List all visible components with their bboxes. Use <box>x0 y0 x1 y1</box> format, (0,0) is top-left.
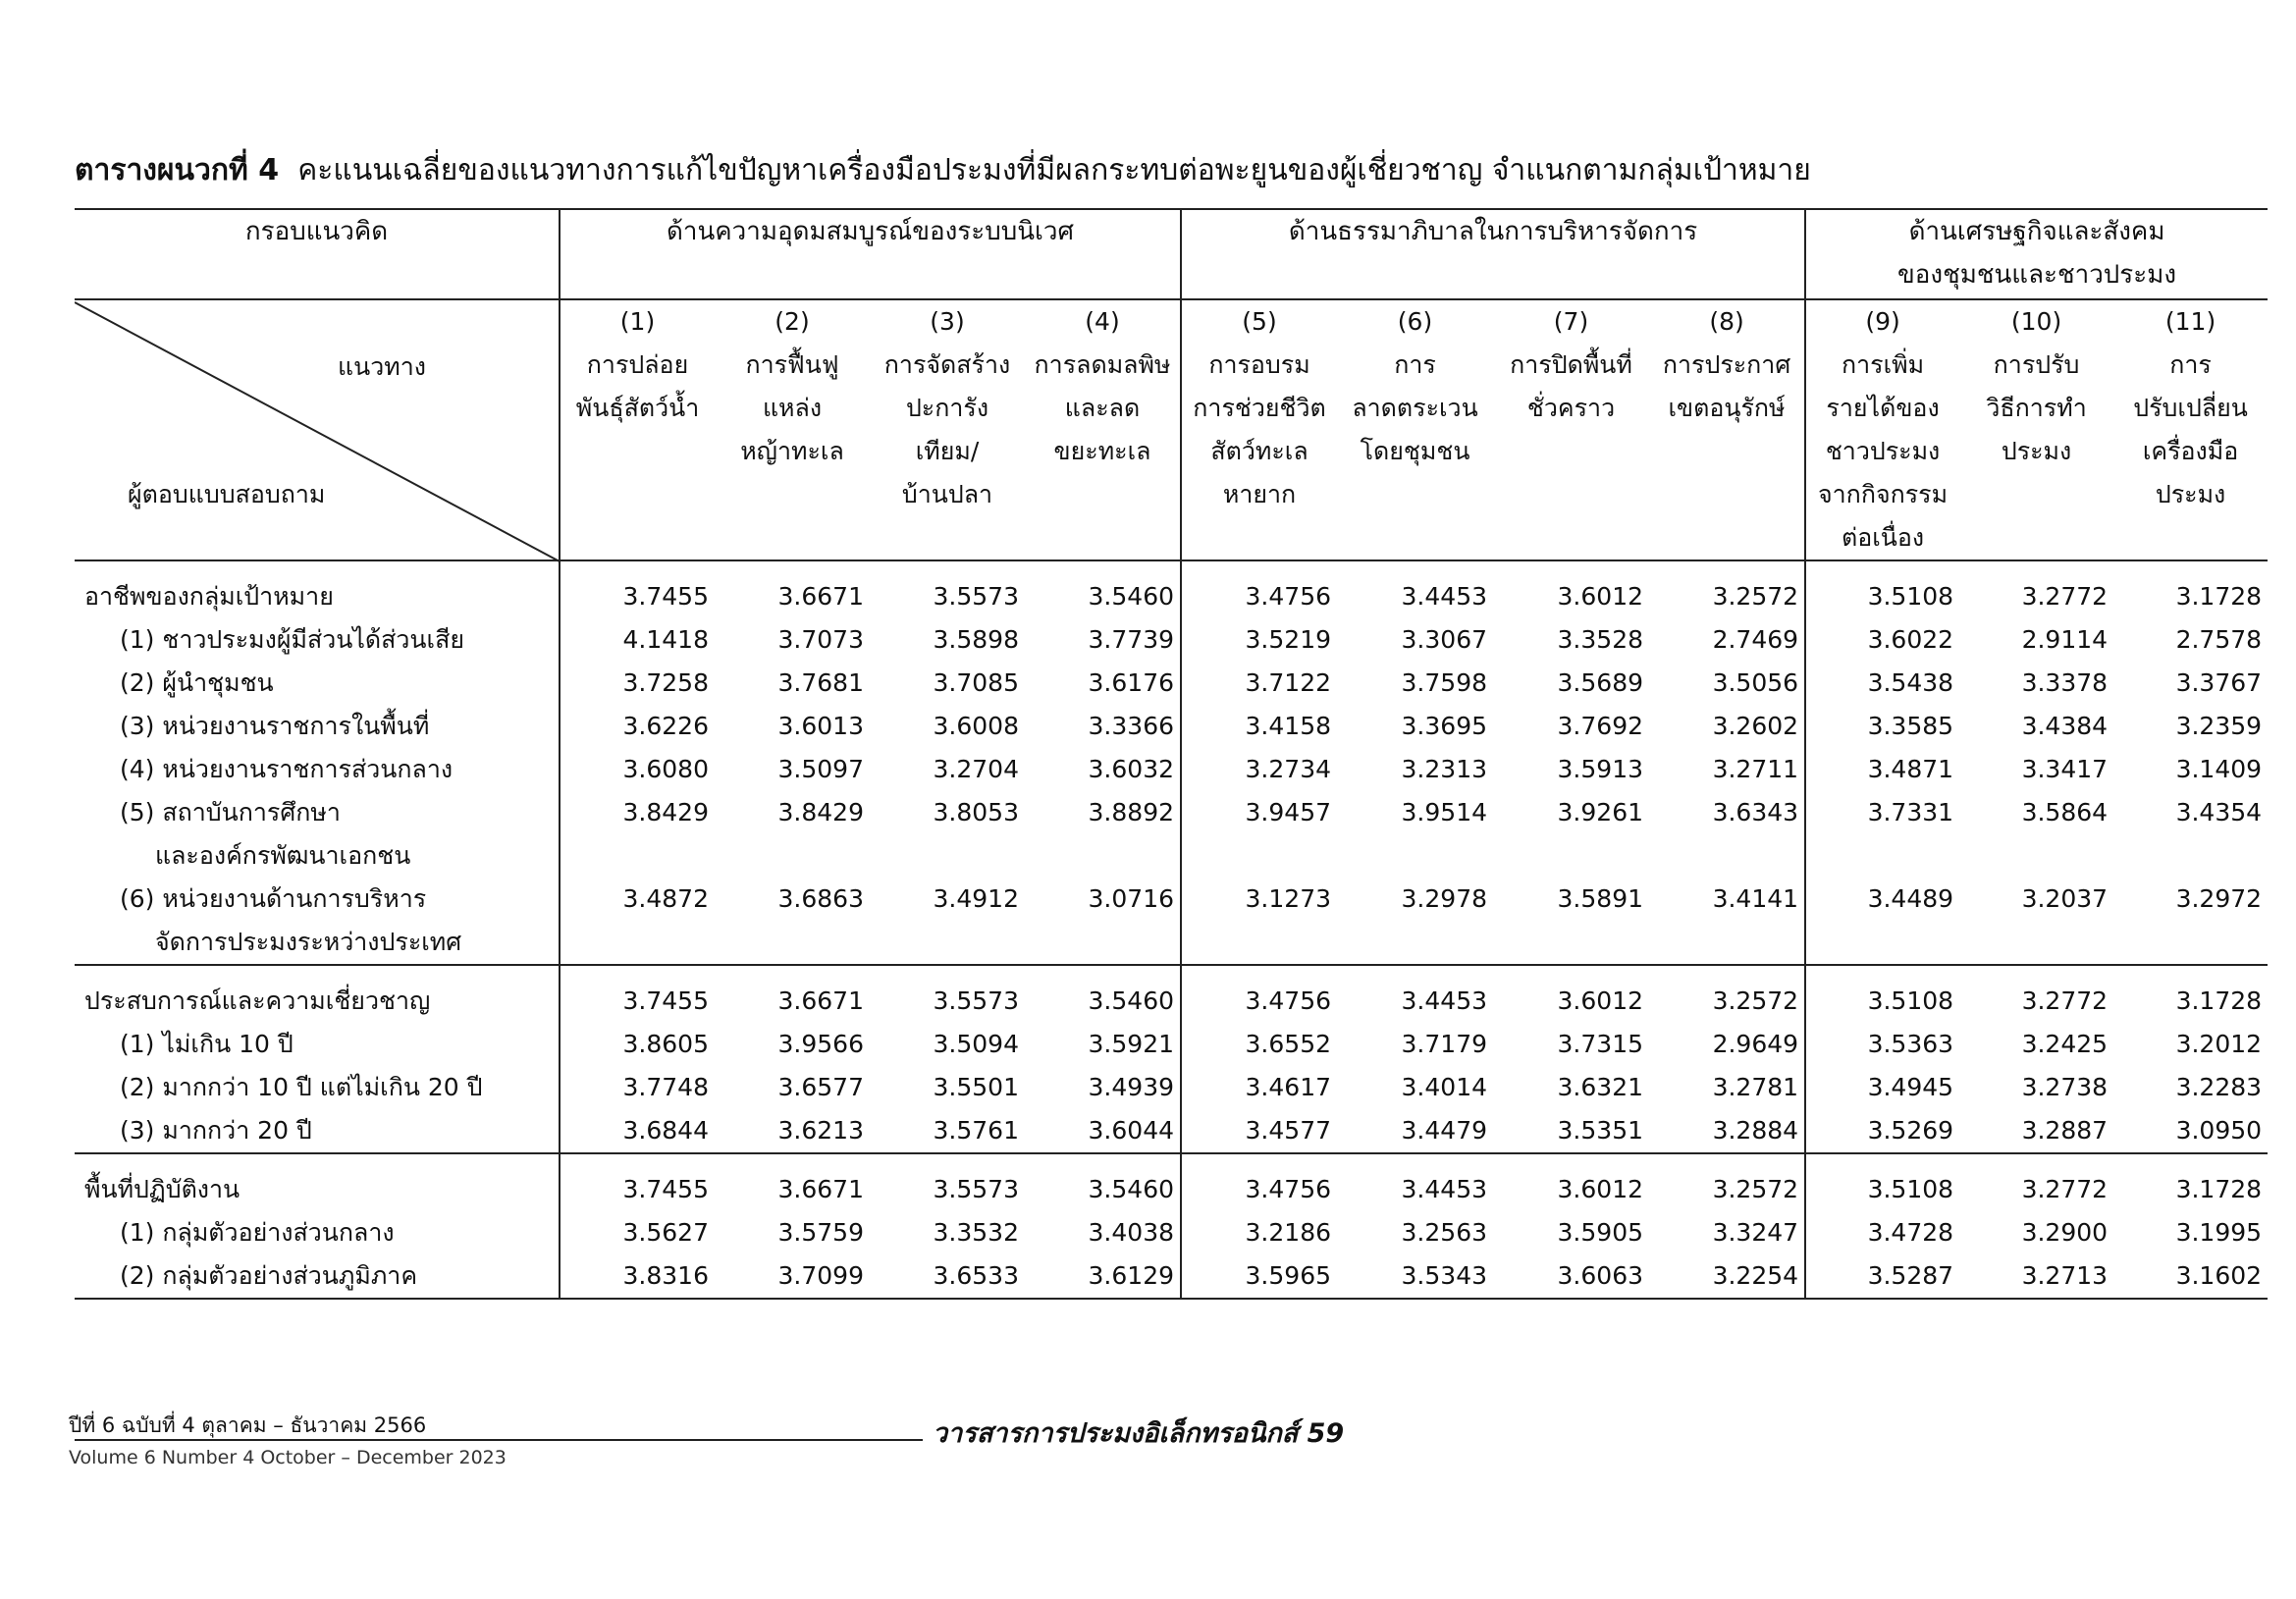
footer-journal-page: วารสารการประมงอิเล็กทรอนิกส์ 59 <box>933 1418 1345 1449</box>
column-header-line: การ <box>1394 350 1436 379</box>
group-header-socioeconomic: ด้านเศรษฐกิจและสังคม ของชุมชนและชาวประมง <box>1805 209 2268 299</box>
approach-label: แนวทาง <box>338 352 426 381</box>
value-cell: 3.7258 <box>560 662 715 705</box>
value-cell: 3.5913 <box>1557 755 1644 783</box>
value-cell: 3.5573 <box>870 1153 1025 1211</box>
value-cell: 3.5898 <box>933 625 1019 654</box>
value-cell: 3.6044 <box>1088 1116 1175 1145</box>
value-cell: 3.2713 <box>1959 1254 2113 1299</box>
framework-header: กรอบแนวคิด <box>75 209 560 299</box>
value-cell: 3.4453 <box>1337 560 1493 618</box>
value-cell: 3.1409 <box>2175 755 2263 783</box>
value-cell: 3.2037 <box>2021 884 2109 913</box>
group-row <box>75 560 2268 618</box>
column-header-2 <box>715 299 870 560</box>
row-label-line: (3) มากกว่า 20 ปี <box>120 1116 312 1145</box>
row-label <box>75 748 560 791</box>
value-cell: 3.6032 <box>1088 755 1175 783</box>
value-cell: 3.3247 <box>1712 1218 1799 1247</box>
value-cell: 3.5759 <box>777 1218 864 1247</box>
value-cell: 3.3417 <box>2021 755 2109 783</box>
row-label <box>75 791 560 878</box>
value-cell: 3.2704 <box>933 755 1019 783</box>
column-header-5 <box>1181 299 1337 560</box>
value-cell: 3.6343 <box>1712 798 1799 826</box>
column-header-line: การปล่อย <box>586 350 689 379</box>
value-cell: 3.7179 <box>1401 1030 1488 1058</box>
value-cell: 3.7739 <box>1088 625 1175 654</box>
table-row <box>75 1023 2268 1066</box>
score-table <box>75 208 2268 1300</box>
value-cell: 3.8053 <box>933 798 1019 826</box>
value-cell: 3.3067 <box>1401 625 1488 654</box>
row-label <box>75 1254 560 1299</box>
value-cell: 3.6226 <box>560 705 715 748</box>
value-cell: 3.2772 <box>1959 965 2113 1023</box>
value-cell: 3.4014 <box>1401 1073 1488 1101</box>
column-header-line: (1) <box>619 307 656 336</box>
row-label-line: พื้นที่ปฏิบัติงาน <box>84 1175 240 1203</box>
value-cell: 3.2572 <box>1649 560 1805 618</box>
value-cell: 3.2734 <box>1181 748 1337 791</box>
table-row <box>75 1109 2268 1153</box>
column-header-line: จากกิจกรรม <box>1818 480 1949 508</box>
value-cell: 3.3767 <box>2175 668 2263 697</box>
column-header-7 <box>1493 299 1649 560</box>
row-label <box>75 560 560 618</box>
header-row-groups <box>75 209 2268 299</box>
value-cell: 3.2602 <box>1712 712 1799 740</box>
value-cell: 3.8429 <box>560 791 715 878</box>
value-cell: 3.7099 <box>715 1254 870 1299</box>
value-cell: 3.7681 <box>777 668 864 697</box>
value-cell: 3.6129 <box>1025 1254 1181 1299</box>
value-cell: 3.1602 <box>2113 1254 2268 1299</box>
column-header-line: (7) <box>1553 307 1589 336</box>
value-cell: 3.4728 <box>1805 1211 1959 1254</box>
value-cell: 3.7085 <box>933 668 1019 697</box>
row-label <box>75 618 560 662</box>
value-cell: 3.5108 <box>1805 560 1959 618</box>
column-header-line: ชั่วคราว <box>1526 394 1616 422</box>
value-cell: 3.3378 <box>2021 668 2109 697</box>
value-cell: 3.3585 <box>1805 705 1959 748</box>
value-cell: 3.2738 <box>2021 1073 2109 1101</box>
row-label <box>75 1211 560 1254</box>
row-label-line: (2) กลุ่มตัวอย่างส่วนภูมิภาค <box>120 1261 418 1290</box>
value-cell: 3.2313 <box>1401 755 1488 783</box>
column-header-line: เขตอนุรักษ์ <box>1668 394 1786 422</box>
value-cell: 3.4945 <box>1805 1066 1959 1109</box>
value-cell: 3.7455 <box>560 560 715 618</box>
value-cell: 3.4617 <box>1181 1066 1337 1109</box>
column-header-line: วิธีการทำ <box>1986 394 2087 422</box>
column-header-line: แหล่ง <box>762 394 823 422</box>
column-header-line: พันธุ์สัตว์น้ำ <box>575 394 700 422</box>
value-cell: 3.5056 <box>1712 668 1799 697</box>
value-cell: 3.4158 <box>1181 705 1337 748</box>
value-cell: 3.3366 <box>1088 712 1175 740</box>
value-cell: 3.7598 <box>1401 668 1488 697</box>
footer-issue-thai: ปีที่ 6 ฉบับที่ 4 ตุลาคม – ธันวาคม 2566 <box>69 1413 427 1437</box>
column-header-line: การปรับ <box>1993 350 2080 379</box>
column-header-line: การเพิ่ม <box>1841 350 1925 379</box>
row-label <box>75 965 560 1023</box>
column-header-line: (9) <box>1865 307 1900 336</box>
value-cell: 3.5573 <box>870 965 1025 1023</box>
column-header-line: (6) <box>1397 307 1433 336</box>
value-cell: 3.5573 <box>870 560 1025 618</box>
value-cell: 3.5269 <box>1805 1109 1959 1153</box>
column-header-line: (8) <box>1709 307 1744 336</box>
row-label-line: (1) กลุ่มตัวอย่างส่วนกลาง <box>120 1218 395 1247</box>
value-cell: 3.5460 <box>1025 560 1181 618</box>
row-label-line: (5) สถาบันการศึกษา <box>120 798 341 826</box>
column-header-line: (5) <box>1242 307 1277 336</box>
column-header-line: สัตว์ทะเล <box>1210 437 1308 465</box>
column-header-line: เทียม/ <box>915 437 980 465</box>
group-header-governance: ด้านธรรมาภิบาลในการบริหารจัดการ <box>1181 209 1805 299</box>
value-cell: 3.2572 <box>1649 965 1805 1023</box>
row-label-line: อาชีพของกลุ่มเป้าหมาย <box>84 582 334 611</box>
value-cell: 3.6012 <box>1493 965 1649 1023</box>
respondent-label: ผู้ตอบแบบสอบถาม <box>128 480 326 508</box>
value-cell: 3.5460 <box>1025 965 1181 1023</box>
column-header-line: ชาวประมง <box>1825 437 1941 465</box>
value-cell: 3.5219 <box>1181 618 1337 662</box>
value-cell: 3.5905 <box>1557 1218 1644 1247</box>
header-row-columns <box>75 299 2268 560</box>
row-label <box>75 878 560 965</box>
value-cell: 3.9261 <box>1557 798 1644 826</box>
table-row <box>75 748 2268 791</box>
column-header-10 <box>1959 299 2113 560</box>
value-cell: 3.2887 <box>2021 1116 2109 1145</box>
value-cell: 3.8605 <box>560 1023 715 1066</box>
value-cell: 3.6863 <box>777 884 864 913</box>
column-header-1 <box>560 299 715 560</box>
table-row <box>75 791 2268 878</box>
column-header-line: หายาก <box>1222 480 1297 508</box>
table-row <box>75 618 2268 662</box>
value-cell: 3.1728 <box>2113 1153 2268 1211</box>
value-cell: 3.2425 <box>2021 1030 2109 1058</box>
table-row <box>75 1254 2268 1299</box>
value-cell: 3.9514 <box>1401 798 1488 826</box>
column-header-line: การอบรม <box>1208 350 1310 379</box>
value-cell: 3.5864 <box>2021 798 2109 826</box>
value-cell: 3.7331 <box>1805 791 1959 878</box>
group-row <box>75 965 2268 1023</box>
value-cell: 3.2012 <box>2175 1030 2263 1058</box>
value-cell: 3.4038 <box>1088 1218 1175 1247</box>
column-header-line: ประมง <box>2001 437 2072 465</box>
value-cell: 3.3695 <box>1401 712 1488 740</box>
value-cell: 3.6321 <box>1557 1073 1644 1101</box>
row-label <box>75 662 560 705</box>
value-cell: 3.5351 <box>1557 1116 1644 1145</box>
value-cell: 3.3532 <box>933 1218 1019 1247</box>
value-cell: 3.5761 <box>933 1116 1019 1145</box>
value-cell: 2.9114 <box>2021 625 2109 654</box>
value-cell: 3.5097 <box>777 755 864 783</box>
value-cell: 3.7122 <box>1181 662 1337 705</box>
group-row <box>75 1153 2268 1211</box>
table-row <box>75 1066 2268 1109</box>
value-cell: 3.1273 <box>1181 878 1337 965</box>
value-cell: 3.5501 <box>933 1073 1019 1101</box>
row-label-line: (1) ชาวประมงผู้มีส่วนได้ส่วนเสีย <box>120 625 464 654</box>
value-cell: 3.5108 <box>1805 1153 1959 1211</box>
row-label-line: (3) หน่วยงานราชการในพื้นที่ <box>120 712 430 740</box>
value-cell: 3.0950 <box>2175 1116 2263 1145</box>
row-label-line: (6) หน่วยงานด้านการบริหาร <box>120 884 427 913</box>
value-cell: 3.6552 <box>1181 1023 1337 1066</box>
value-cell: 3.1728 <box>2113 560 2268 618</box>
column-header-9 <box>1805 299 1959 560</box>
value-cell: 3.5287 <box>1805 1254 1959 1299</box>
column-header-line: การ <box>2169 350 2212 379</box>
row-label-line: ประสบการณ์และความเชี่ยวชาญ <box>84 986 431 1015</box>
value-cell: 3.6671 <box>715 560 870 618</box>
value-cell: 3.5094 <box>933 1030 1019 1058</box>
column-header-line: การปิดพื้นที่ <box>1510 350 1632 379</box>
value-cell: 4.1418 <box>560 618 715 662</box>
value-cell: 3.6012 <box>1493 560 1649 618</box>
row-label-line: (2) มากกว่า 10 ปี แต่ไม่เกิน 20 ปี <box>120 1073 483 1101</box>
value-cell: 3.7455 <box>560 965 715 1023</box>
column-header-line: การจัดสร้าง <box>883 350 1011 379</box>
value-cell: 3.6012 <box>1493 1153 1649 1211</box>
row-label <box>75 1066 560 1109</box>
value-cell: 3.4577 <box>1181 1109 1337 1153</box>
column-header-line: โดยชุมชน <box>1360 437 1470 465</box>
table-caption <box>75 147 1811 193</box>
value-cell: 3.5689 <box>1557 668 1644 697</box>
value-cell: 2.7469 <box>1712 625 1799 654</box>
value-cell: 3.5965 <box>1181 1254 1337 1299</box>
value-cell: 3.2186 <box>1181 1211 1337 1254</box>
column-header-line: รายได้ของ <box>1826 394 1940 422</box>
row-label <box>75 1023 560 1066</box>
value-cell: 3.3528 <box>1557 625 1644 654</box>
value-cell: 3.2711 <box>1712 755 1799 783</box>
diagonal-line <box>75 300 560 563</box>
value-cell: 3.4756 <box>1181 1153 1337 1211</box>
value-cell: 3.5363 <box>1805 1023 1959 1066</box>
column-header-line: การช่วยชีวิต <box>1193 394 1326 422</box>
column-header-line: (4) <box>1085 307 1120 336</box>
table-row <box>75 1211 2268 1254</box>
diagonal-header-cell <box>75 299 560 560</box>
column-header-line: ประมง <box>2155 480 2226 508</box>
value-cell: 3.6577 <box>777 1073 864 1101</box>
column-header-line: บ้านปลา <box>901 480 993 508</box>
value-cell: 3.9566 <box>777 1030 864 1058</box>
value-cell: 3.2772 <box>1959 1153 2113 1211</box>
value-cell: 3.9457 <box>1181 791 1337 878</box>
value-cell: 2.9649 <box>1712 1030 1799 1058</box>
column-header-line: ปรับเปลี่ยน <box>2133 394 2248 422</box>
column-header-line: ปะการัง <box>905 394 989 422</box>
value-cell: 3.1995 <box>2175 1218 2263 1247</box>
table-row <box>75 705 2268 748</box>
footer-issue-english: Volume 6 Number 4 October – December 2023 <box>69 1447 507 1468</box>
row-label-line: จัดการประมงระหว่างประเทศ <box>155 928 462 956</box>
value-cell: 3.6080 <box>560 748 715 791</box>
column-header-line: หญ้าทะเล <box>740 437 844 465</box>
value-cell: 3.2572 <box>1649 1153 1805 1211</box>
column-header-line: ต่อเนื่อง <box>1841 523 1925 552</box>
value-cell: 3.2781 <box>1712 1073 1799 1101</box>
value-cell: 3.6671 <box>715 965 870 1023</box>
value-cell: 3.5921 <box>1088 1030 1175 1058</box>
value-cell: 3.5438 <box>1805 662 1959 705</box>
value-cell: 3.6533 <box>870 1254 1025 1299</box>
value-cell: 3.5460 <box>1025 1153 1181 1211</box>
value-cell: 3.4872 <box>560 878 715 965</box>
value-cell: 3.4489 <box>1805 878 1959 965</box>
column-header-line: (10) <box>2010 307 2062 336</box>
value-cell: 3.7692 <box>1557 712 1644 740</box>
value-cell: 3.2563 <box>1401 1218 1488 1247</box>
value-cell: 3.4453 <box>1337 965 1493 1023</box>
column-header-11 <box>2113 299 2268 560</box>
column-header-line: (2) <box>774 307 810 336</box>
table-row <box>75 662 2268 705</box>
row-label-line: (4) หน่วยงานราชการส่วนกลาง <box>120 755 454 783</box>
value-cell: 3.5108 <box>1805 965 1959 1023</box>
column-header-line: (11) <box>2164 307 2216 336</box>
value-cell: 3.7455 <box>560 1153 715 1211</box>
column-header-line: การลดมลพิษ <box>1034 350 1171 379</box>
value-cell: 3.5343 <box>1337 1254 1493 1299</box>
value-cell: 3.4939 <box>1088 1073 1175 1101</box>
value-cell: 3.8892 <box>1088 798 1175 826</box>
column-header-3 <box>870 299 1025 560</box>
row-label <box>75 705 560 748</box>
column-header-4 <box>1025 299 1181 560</box>
value-cell: 3.6844 <box>560 1109 715 1153</box>
value-cell: 3.6022 <box>1805 618 1959 662</box>
value-cell: 3.4912 <box>933 884 1019 913</box>
value-cell: 3.6176 <box>1088 668 1175 697</box>
value-cell: 3.4384 <box>2021 712 2109 740</box>
column-header-line: การประกาศ <box>1662 350 1791 379</box>
value-cell: 3.4354 <box>2175 798 2263 826</box>
caption-text: คะแนนเฉลี่ยของแนวทางการแก้ไขปัญหาเครื่องมือประมงที่มีผลกระทบต่อพะยูนของผู้เชี่ยวชาญ จำแนกตามกลุ่มเป้าหมาย <box>297 153 1811 187</box>
value-cell: 3.6063 <box>1493 1254 1649 1299</box>
value-cell: 3.7315 <box>1557 1030 1644 1058</box>
value-cell: 2.7578 <box>2175 625 2263 654</box>
column-header-line: ขยะทะเล <box>1053 437 1151 465</box>
value-cell: 3.6213 <box>777 1116 864 1145</box>
value-cell: 3.6008 <box>933 712 1019 740</box>
value-cell: 3.4756 <box>1181 965 1337 1023</box>
column-header-line: เครื่องมือ <box>2142 437 2239 465</box>
value-cell: 3.4479 <box>1401 1116 1488 1145</box>
column-header-8 <box>1649 299 1805 560</box>
value-cell: 3.2254 <box>1649 1254 1805 1299</box>
value-cell: 3.7073 <box>777 625 864 654</box>
row-label-line: และองค์กรพัฒนาเอกชน <box>155 841 411 870</box>
row-label-line: (2) ผู้นำชุมชน <box>120 668 274 697</box>
table-row <box>75 878 2268 965</box>
value-cell: 3.2283 <box>2175 1073 2263 1101</box>
value-cell: 3.4871 <box>1805 748 1959 791</box>
group-header-ecosystem: ด้านความอุดมสมบูรณ์ของระบบนิเวศ <box>560 209 1181 299</box>
value-cell: 3.2359 <box>2175 712 2263 740</box>
value-cell: 3.2978 <box>1401 884 1488 913</box>
row-label <box>75 1153 560 1211</box>
value-cell: 3.1728 <box>2113 965 2268 1023</box>
column-header-line: ลาดตระเวน <box>1352 394 1478 422</box>
caption-label: ตารางผนวกที่ 4 <box>75 153 280 187</box>
value-cell: 3.6671 <box>715 1153 870 1211</box>
value-cell: 3.2972 <box>2175 884 2263 913</box>
value-cell: 3.7748 <box>560 1066 715 1109</box>
row-label <box>75 1109 560 1153</box>
row-label-line: (1) ไม่เกิน 10 ปี <box>120 1030 294 1058</box>
value-cell: 3.8429 <box>777 798 864 826</box>
value-cell: 3.2884 <box>1712 1116 1799 1145</box>
value-cell: 3.5627 <box>560 1211 715 1254</box>
column-header-6 <box>1337 299 1493 560</box>
column-header-line: การฟื้นฟู <box>745 350 839 379</box>
column-header-line: (3) <box>930 307 965 336</box>
value-cell: 3.8316 <box>560 1254 715 1299</box>
value-cell: 3.4453 <box>1337 1153 1493 1211</box>
value-cell: 3.2900 <box>2021 1218 2109 1247</box>
value-cell: 3.2772 <box>1959 560 2113 618</box>
value-cell: 3.5891 <box>1557 884 1644 913</box>
value-cell: 3.6013 <box>777 712 864 740</box>
value-cell: 3.0716 <box>1088 884 1175 913</box>
value-cell: 3.4756 <box>1181 560 1337 618</box>
column-header-line: และลด <box>1064 394 1141 422</box>
value-cell: 3.4141 <box>1712 884 1799 913</box>
